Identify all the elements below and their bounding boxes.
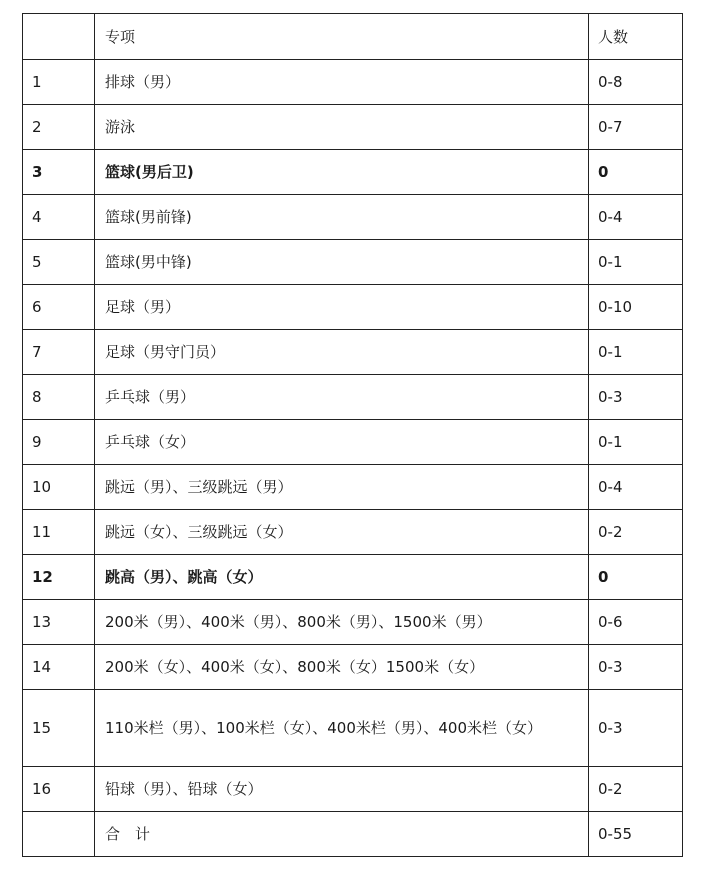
row-item-cell: 110米栏（男）、100米栏（女）、400米栏（男）、400米栏（女） bbox=[95, 690, 589, 767]
row-item-cell: 游泳 bbox=[95, 105, 589, 150]
row-count-cell: 0-4 bbox=[589, 195, 683, 240]
header-row bbox=[23, 14, 683, 60]
row-index-cell: 11 bbox=[23, 510, 95, 555]
row-index-cell: 6 bbox=[23, 285, 95, 330]
row-item-cell: 跳高（男）、跳高（女） bbox=[95, 555, 589, 600]
row-index-cell: 1 bbox=[23, 60, 95, 105]
row-index-cell: 16 bbox=[23, 767, 95, 812]
row-item-cell: 足球（男守门员） bbox=[95, 330, 589, 375]
row-item-cell: 跳远（男）、三级跳远（男） bbox=[95, 465, 589, 510]
table-row bbox=[23, 767, 683, 812]
table-row bbox=[23, 150, 683, 195]
row-count-cell: 0-3 bbox=[589, 645, 683, 690]
row-count-cell: 0-1 bbox=[589, 240, 683, 285]
table-row bbox=[23, 510, 683, 555]
row-count-cell: 0-3 bbox=[589, 690, 683, 767]
table-row bbox=[23, 240, 683, 285]
table-row bbox=[23, 465, 683, 510]
table-row bbox=[23, 105, 683, 150]
row-index-cell: 15 bbox=[23, 690, 95, 767]
total-count-cell: 0-55 bbox=[589, 812, 683, 857]
row-item-cell: 篮球(男前锋) bbox=[95, 195, 589, 240]
row-item-cell: 跳远（女）、三级跳远（女） bbox=[95, 510, 589, 555]
row-count-cell: 0-2 bbox=[589, 767, 683, 812]
header-count-cell: 人数 bbox=[589, 14, 683, 60]
row-item-cell: 篮球(男中锋) bbox=[95, 240, 589, 285]
row-count-cell: 0-7 bbox=[589, 105, 683, 150]
row-index-cell: 2 bbox=[23, 105, 95, 150]
row-index-cell: 13 bbox=[23, 600, 95, 645]
row-index-cell: 9 bbox=[23, 420, 95, 465]
row-index-cell: 5 bbox=[23, 240, 95, 285]
table-row bbox=[23, 420, 683, 465]
row-count-cell: 0-2 bbox=[589, 510, 683, 555]
table-row bbox=[23, 330, 683, 375]
row-count-cell: 0-10 bbox=[589, 285, 683, 330]
row-count-cell: 0 bbox=[589, 150, 683, 195]
row-index-cell: 7 bbox=[23, 330, 95, 375]
row-index-cell: 3 bbox=[23, 150, 95, 195]
row-count-cell: 0-1 bbox=[589, 330, 683, 375]
table-row bbox=[23, 375, 683, 420]
row-count-cell: 0-3 bbox=[589, 375, 683, 420]
row-index-cell: 12 bbox=[23, 555, 95, 600]
total-row bbox=[23, 812, 683, 857]
table-row bbox=[23, 60, 683, 105]
table-body bbox=[23, 14, 683, 857]
row-count-cell: 0-1 bbox=[589, 420, 683, 465]
table-row bbox=[23, 600, 683, 645]
row-item-cell: 200米（男）、400米（男）、800米（男）、1500米（男） bbox=[95, 600, 589, 645]
row-item-cell: 排球（男） bbox=[95, 60, 589, 105]
total-label-cell: 合 计 bbox=[95, 812, 589, 857]
row-count-cell: 0-4 bbox=[589, 465, 683, 510]
quota-table bbox=[22, 13, 683, 857]
row-item-cell: 足球（男） bbox=[95, 285, 589, 330]
row-count-cell: 0-6 bbox=[589, 600, 683, 645]
row-item-cell: 200米（女）、400米（女）、800米（女）1500米（女） bbox=[95, 645, 589, 690]
row-count-cell: 0 bbox=[589, 555, 683, 600]
row-index-cell: 8 bbox=[23, 375, 95, 420]
row-count-cell: 0-8 bbox=[589, 60, 683, 105]
table-row bbox=[23, 555, 683, 600]
row-item-cell: 篮球(男后卫) bbox=[95, 150, 589, 195]
table-row bbox=[23, 690, 683, 767]
row-item-cell: 铅球（男）、铅球（女） bbox=[95, 767, 589, 812]
total-index-cell bbox=[23, 812, 95, 857]
table-row bbox=[23, 285, 683, 330]
row-index-cell: 14 bbox=[23, 645, 95, 690]
header-item-cell: 专项 bbox=[95, 14, 589, 60]
row-item-cell: 乒乓球（女） bbox=[95, 420, 589, 465]
row-index-cell: 10 bbox=[23, 465, 95, 510]
row-index-cell: 4 bbox=[23, 195, 95, 240]
header-index-cell bbox=[23, 14, 95, 60]
table-row bbox=[23, 195, 683, 240]
row-item-cell: 乒乓球（男） bbox=[95, 375, 589, 420]
table-row bbox=[23, 645, 683, 690]
